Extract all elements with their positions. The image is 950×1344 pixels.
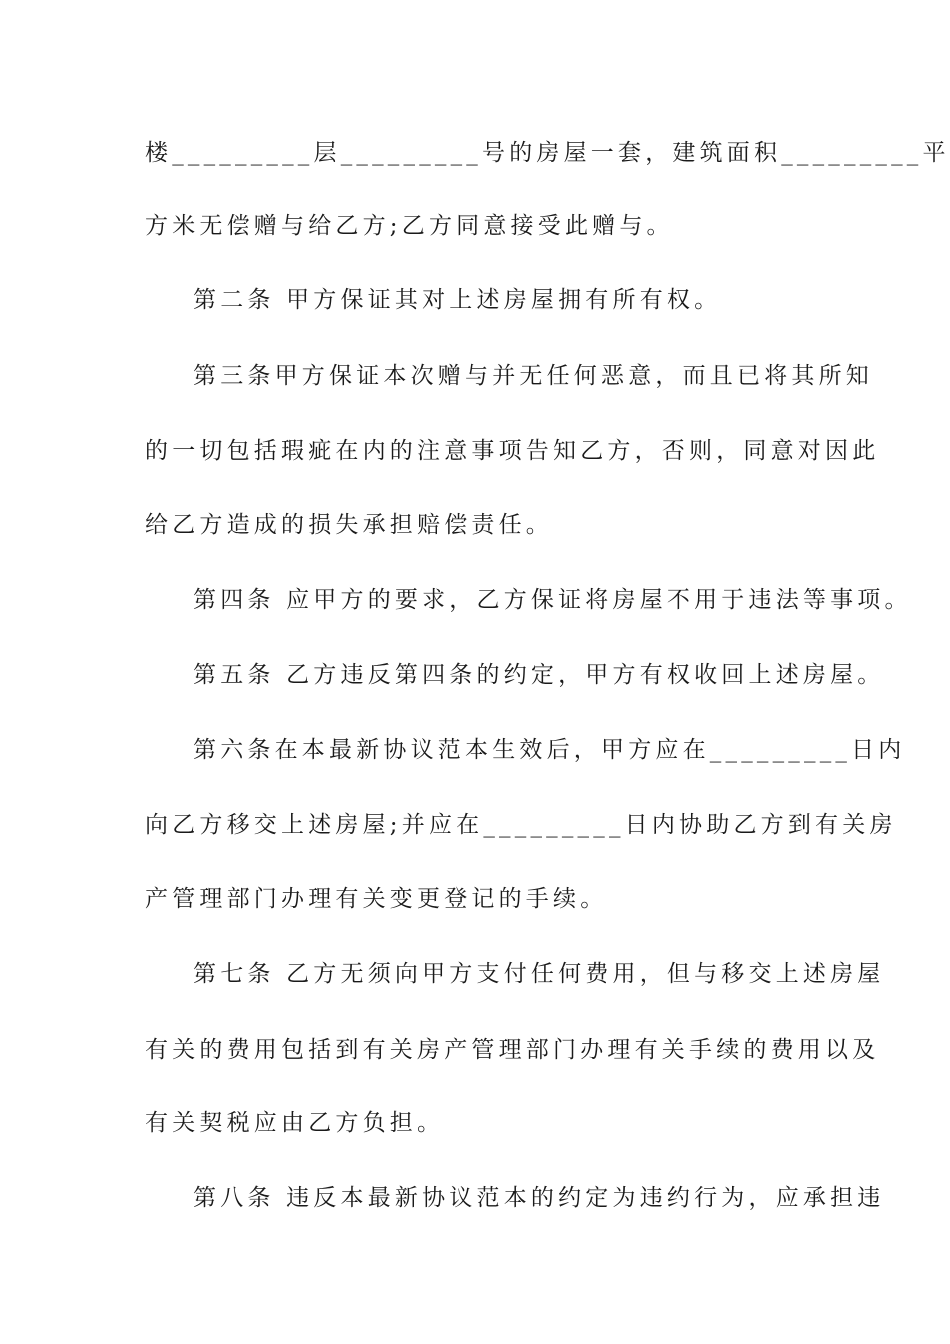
text-line-6: 给乙方造成的损失承担赔偿责任。	[145, 512, 553, 538]
article-3: 第三条甲方保证本次赠与并无任何恶意，而且已将其所知	[193, 363, 873, 389]
text-line-13: 有关的费用包括到有关房产管理部门办理有关手续的费用以及	[145, 1037, 880, 1063]
article-6: 第六条在本最新协议范本生效后，甲方应在_________日内	[193, 737, 906, 763]
text-line-2: 方米无偿赠与给乙方;乙方同意接受此赠与。	[145, 213, 674, 239]
text-line-5: 的一切包括瑕疵在内的注意事项告知乙方，否则，同意对因此	[145, 438, 880, 464]
text-line-11: 产管理部门办理有关变更登记的手续。	[145, 886, 608, 912]
text-line-1: 楼_________层_________号的房屋一套，建筑面积_________平	[145, 140, 950, 166]
article-2: 第二条 甲方保证其对上述房屋拥有所有权。	[193, 287, 722, 313]
text-line-10: 向乙方移交上述房屋;并应在_________日内协助乙方到有关房	[145, 812, 897, 838]
article-7: 第七条 乙方无须向甲方支付任何费用，但与移交上述房屋	[193, 961, 885, 987]
text-line-14: 有关契税应由乙方负担。	[145, 1110, 445, 1136]
article-4: 第四条 应甲方的要求，乙方保证将房屋不用于违法等事项。	[193, 587, 912, 613]
article-8: 第八条 违反本最新协议范本的约定为违约行为，应承担违	[193, 1185, 885, 1211]
article-5: 第五条 乙方违反第四条的约定，甲方有权收回上述房屋。	[193, 662, 885, 688]
